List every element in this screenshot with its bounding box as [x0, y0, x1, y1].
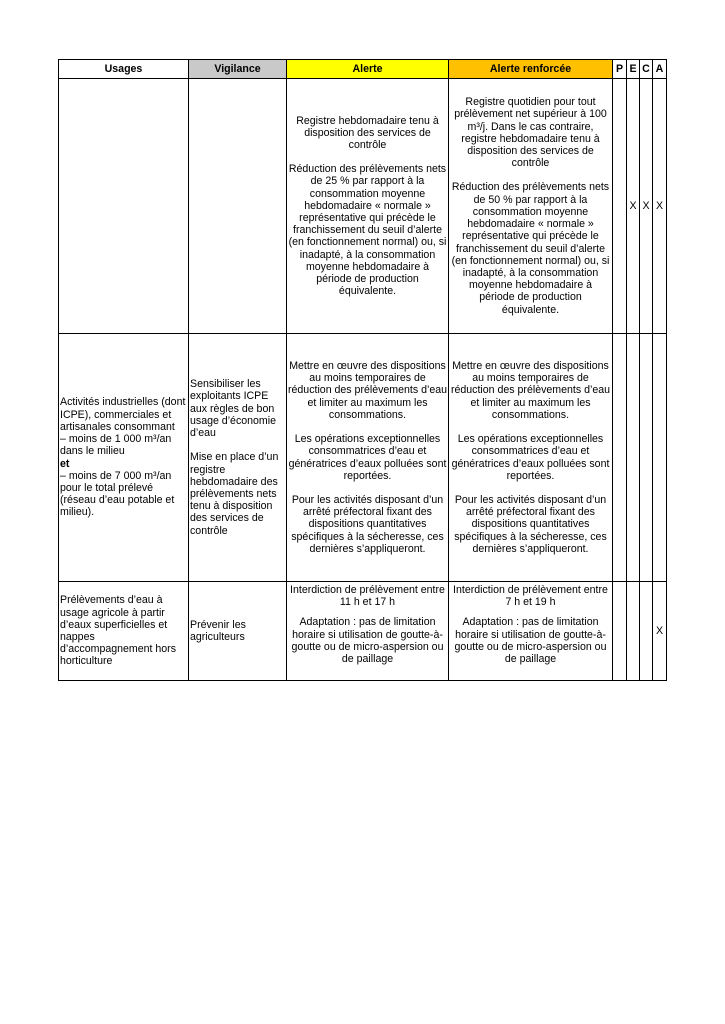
- cell-usages: [59, 334, 189, 582]
- cell-e: [627, 334, 640, 582]
- alerte-renforcee-paragraph: Adaptation : pas de limitation horaire si utilisation de goutte-à-goutte ou de micro-aspersion ou de paillage: [454, 616, 607, 666]
- table-row: [59, 79, 667, 334]
- usages-text: Activités industrielles (dont ICPE), commerciales et artisanales consommant: [60, 396, 186, 433]
- alerte-renforcee-paragraph: Registre quotidien pour tout prélèvement net supérieur à 100 m³/j. Dans le cas contraire, registre hebdomadaire tenu à disposition des services de contrôle: [454, 96, 607, 170]
- usages-text: Prélèvements d’eau à usage agricole à partir d’eaux superficielles et nappes d’accompagnement hors horticulture: [60, 594, 177, 668]
- header-a: A: [653, 60, 667, 79]
- header-vigilance: Vigilance: [189, 60, 287, 79]
- cell-p: [613, 582, 627, 681]
- usages-text: – moins de 7 000 m³/an pour le total prélevé (réseau d’eau potable et milieu).: [60, 469, 175, 519]
- table-row: [59, 334, 667, 582]
- alerte-paragraph: Les opérations exceptionnelles consommatrices d’eau et génératrices d’eaux polluées sont reportées.: [288, 433, 447, 482]
- header-usages: Usages: [59, 60, 189, 79]
- cell-usages: [59, 79, 189, 334]
- cell-c: X: [640, 79, 653, 334]
- header-e: E: [627, 60, 640, 79]
- cell-e: [627, 582, 640, 681]
- header-alerte: Alerte: [287, 60, 449, 79]
- header-alerte-renforcee: Alerte renforcée: [449, 60, 613, 79]
- header-c: C: [640, 60, 653, 79]
- alerte-paragraph: Adaptation : pas de limitation horaire si utilisation de goutte-à-goutte ou de micro-aspersion ou de paillage: [291, 616, 444, 666]
- cell-usages: [59, 582, 189, 681]
- restrictions-table: [58, 59, 667, 681]
- cell-alerte-renforcee: [449, 79, 613, 334]
- alerte-paragraph: Pour les activités disposant d’un arrêté préfectoral fixant des dispositions quantitatives spécifiques à la sécheresse, ces dernières s’appliqueront.: [291, 493, 444, 555]
- cell-a: X: [653, 582, 667, 681]
- usages-conjunction: et: [60, 457, 70, 470]
- cell-alerte: [287, 334, 449, 582]
- cell-alerte-renforcee: [449, 582, 613, 681]
- cell-alerte-renforcee: [449, 334, 613, 582]
- cell-c: [640, 334, 653, 582]
- cell-p: [613, 79, 627, 334]
- cell-p: [613, 334, 627, 582]
- alerte-renforcee-paragraph: Réduction des prélèvements nets de 50 % par rapport à la consommation moyenne hebdomadaire « normale » représentative qui précède le franchissement du seuil d’alerte (en fonctionnement normal) ou, si inadapté, à la consommation moyenne hebdomadaire à période de production équivalente.: [451, 181, 610, 316]
- header-row: [59, 60, 667, 79]
- alerte-paragraph: Interdiction de prélèvement entre 11 h et 17 h: [290, 584, 445, 609]
- vigilance-paragraph: Mise en place d’un registre hebdomadaire des prélèvements nets tenu à disposition des services de contrôle: [190, 451, 279, 537]
- alerte-renforcee-paragraph: Pour les activités disposant d’un arrêté préfectoral fixant des dispositions quantitatives spécifiques à la sécheresse, ces dernières s’appliqueront.: [454, 493, 607, 555]
- alerte-paragraph: Registre hebdomadaire tenu à disposition des services de contrôle: [296, 114, 439, 151]
- cell-e: X: [627, 79, 640, 334]
- alerte-paragraph: Mettre en œuvre des dispositions au moins temporaires de réduction des prélèvements d’eau et limiter au maximum les consommations.: [288, 360, 448, 421]
- usages-text: – moins de 1 000 m³/an dans le milieu: [60, 433, 172, 458]
- cell-a: [653, 334, 667, 582]
- alerte-renforcee-paragraph: Interdiction de prélèvement entre 7 h et 19 h: [453, 584, 608, 609]
- cell-a: X: [653, 79, 667, 334]
- alerte-paragraph: Réduction des prélèvements nets de 25 % par rapport à la consommation moyenne hebdomadaire « normale » représentative qui précède le franchissement du seuil d’alerte (en fonctionnement normal) ou, si inadapté, à la consommation moyenne hebdomadaire à période de production équivalente.: [288, 163, 447, 298]
- alerte-renforcee-paragraph: Mettre en œuvre des dispositions au moins temporaires de réduction des prélèvements d’eau et limiter au maximum les consommations.: [450, 360, 610, 421]
- table-row: [59, 582, 667, 681]
- cell-alerte: [287, 79, 449, 334]
- cell-vigilance: [189, 79, 287, 334]
- header-p: P: [613, 60, 627, 79]
- cell-vigilance: [189, 334, 287, 582]
- cell-alerte: [287, 582, 449, 681]
- vigilance-paragraph: Prévenir les agriculteurs: [190, 618, 246, 643]
- alerte-renforcee-paragraph: Les opérations exceptionnelles consommatrices d’eau et génératrices d’eaux polluées sont reportées.: [451, 433, 610, 482]
- cell-vigilance: [189, 582, 287, 681]
- cell-c: [640, 582, 653, 681]
- vigilance-paragraph: Sensibiliser les exploitants ICPE aux règles de bon usage d’économie d’eau: [190, 378, 276, 440]
